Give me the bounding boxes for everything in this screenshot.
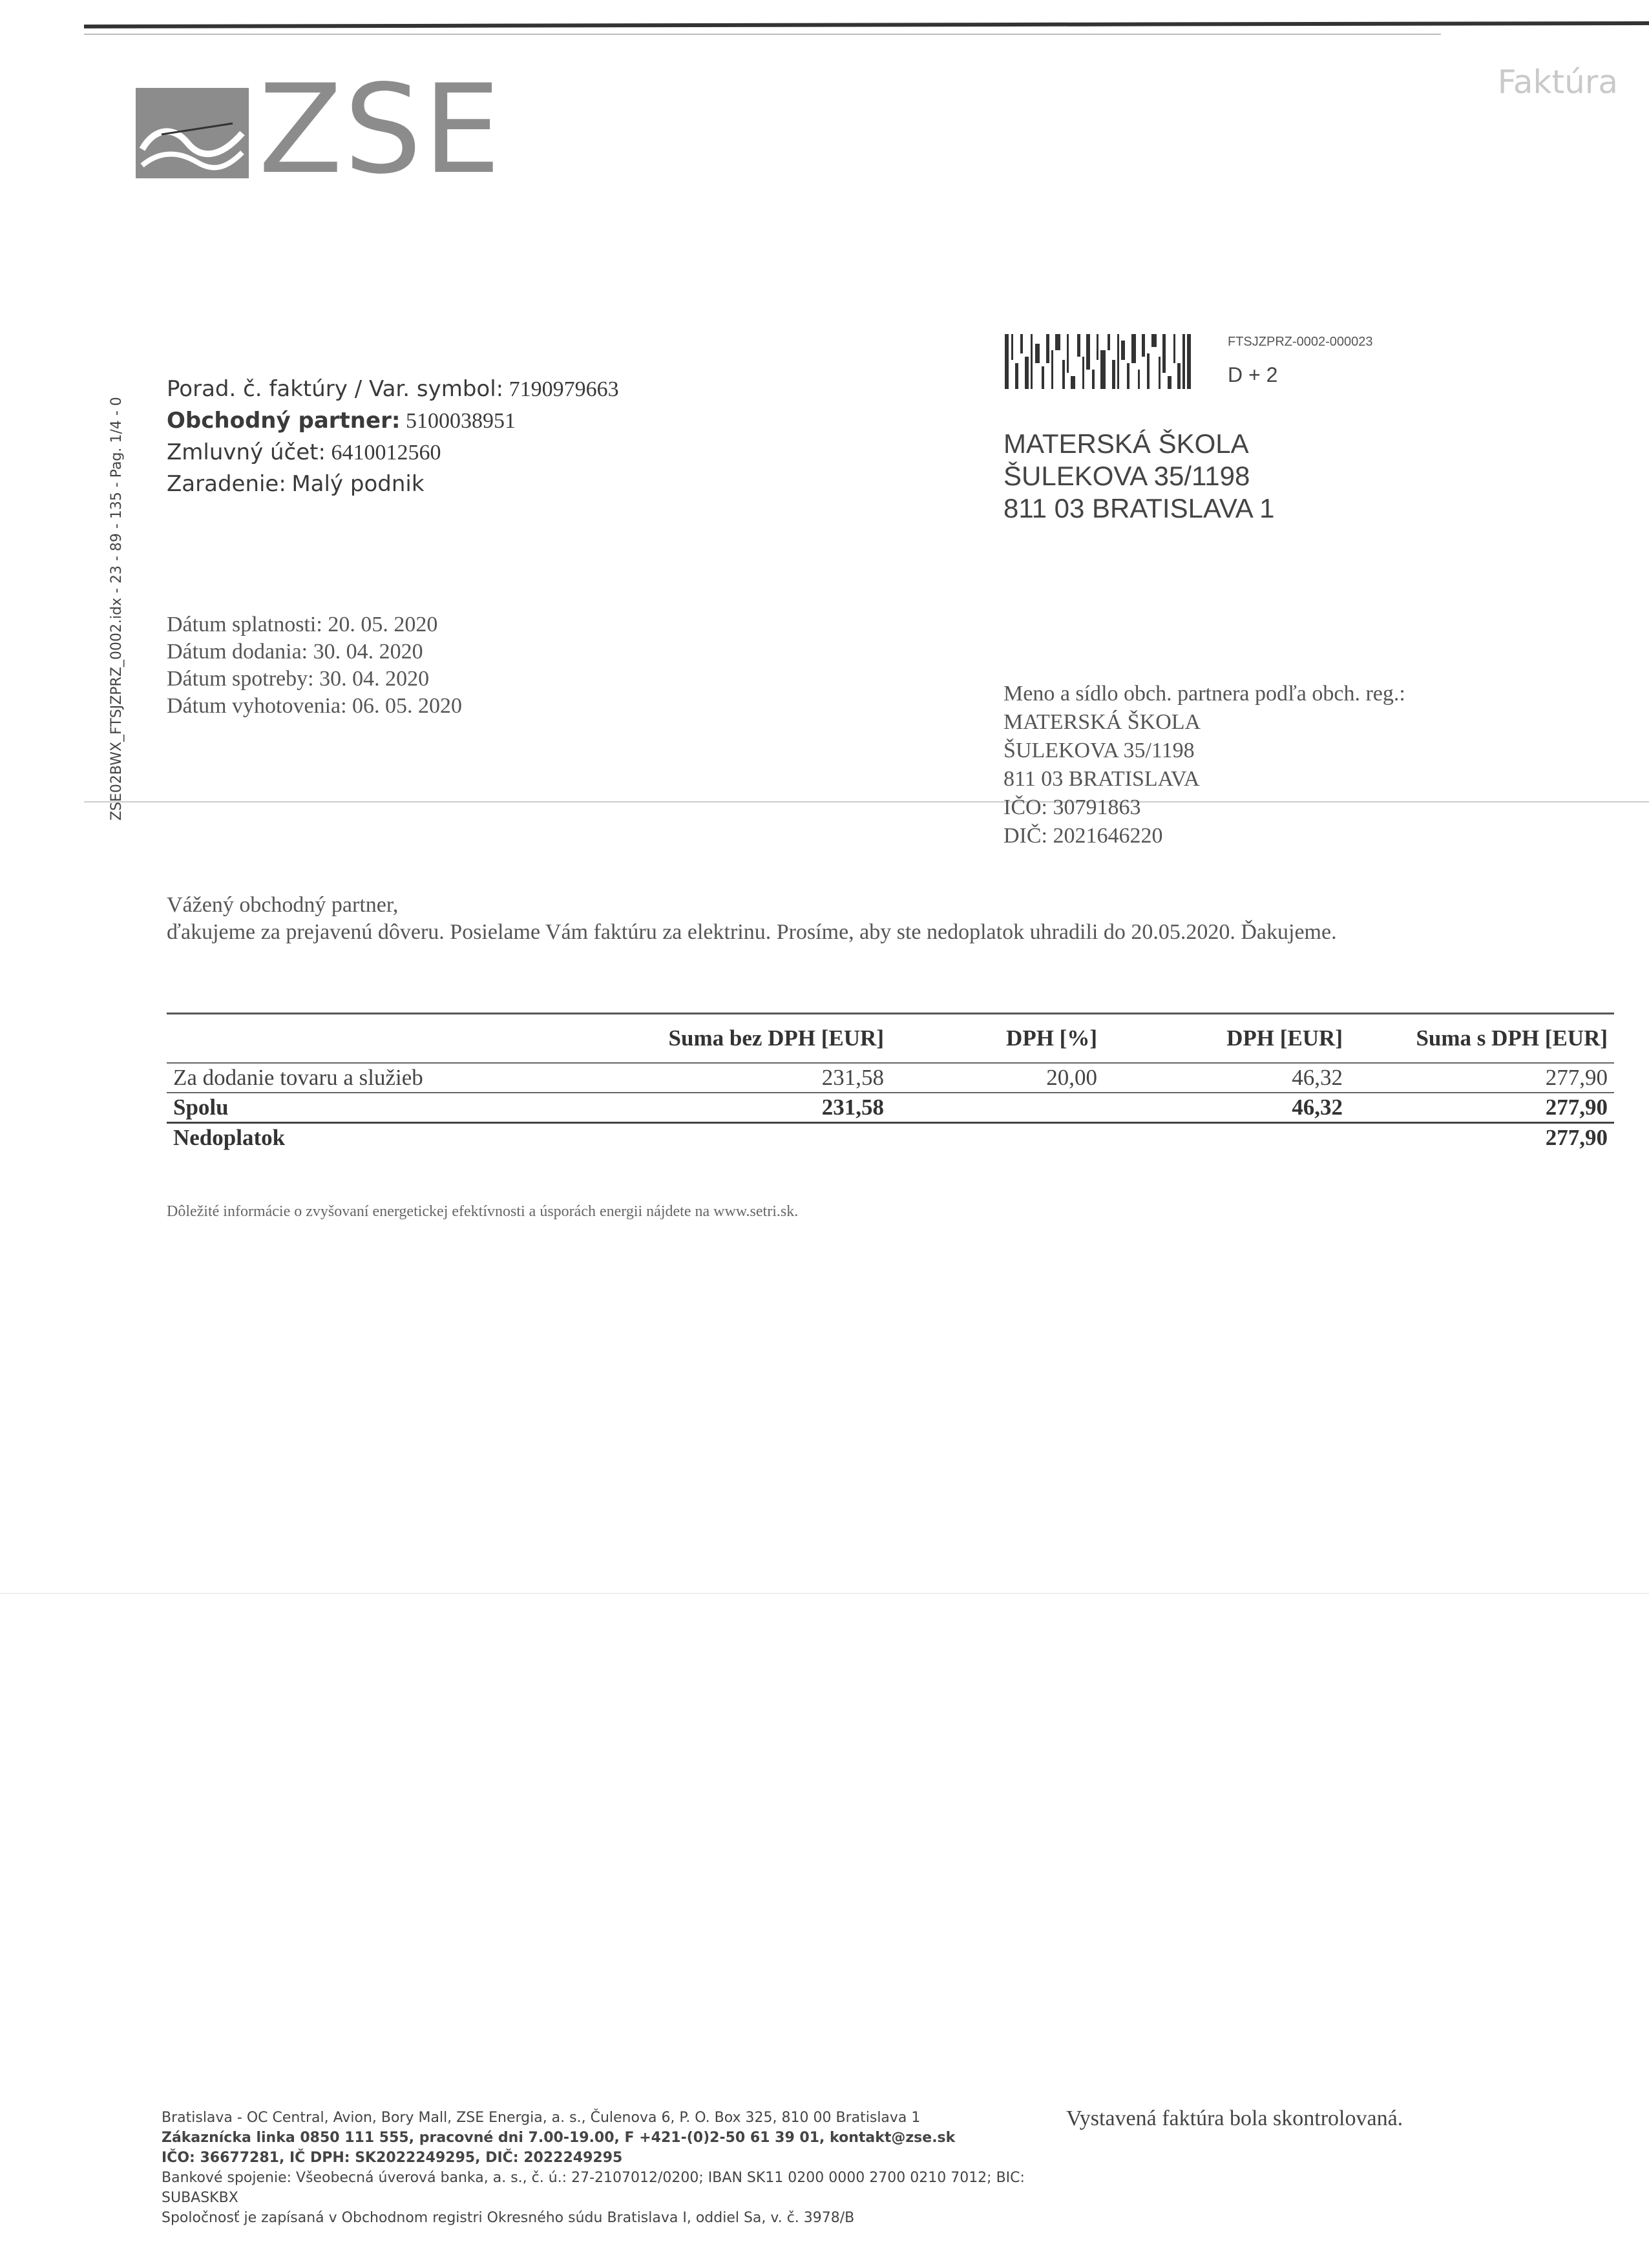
invoice-number-value: 7190979663: [509, 377, 619, 401]
invoice-number-line: [167, 373, 619, 405]
row-vat-rate: 20,00: [890, 1063, 1104, 1093]
efficiency-note: Dôležité informácie o zvyšovaní energetickej efektívnosti a úsporách energii nájdete na www.setri.sk.: [167, 1203, 799, 1220]
account-line: [167, 437, 619, 468]
footer-bic: SUBASKBX: [162, 2190, 238, 2206]
greeting-message: ďakujeme za prejavenú dôveru. Posielame Vám faktúru za elektrinu. Prosíme, aby ste nedoplatok uhradili do 20.05.2020. Ďakujeme.: [167, 920, 1337, 944]
category-line: [167, 468, 619, 500]
invoice-checked-note: Vystavená faktúra bola skontrolovaná.: [1066, 2106, 1403, 2130]
row-gross: 277,90: [1349, 1093, 1614, 1123]
postal-barcode-icon: [1005, 331, 1192, 392]
table-header-row: [167, 1014, 1614, 1063]
row-net: 231,58: [567, 1093, 890, 1123]
greeting-block: [167, 892, 1337, 946]
partner-label: Obchodný partner:: [167, 408, 401, 434]
registered-partner-line: 811 03 BRATISLAVA: [1003, 767, 1200, 791]
table-header-blank: [167, 1014, 567, 1063]
scan-fold-line-lower: [0, 1593, 1649, 1594]
invoice-identifiers: [167, 373, 619, 500]
registered-partner-title: Meno a sídlo obch. partnera podľa obch. reg.:: [1003, 682, 1405, 706]
address-line: ŠULEKOVA 35/1198: [1003, 461, 1250, 491]
delivery-code: D + 2: [1228, 363, 1278, 386]
account-value: 6410012560: [331, 441, 441, 465]
scan-top-rule-thin: [84, 34, 1441, 35]
partner-value: 5100038951: [405, 409, 516, 433]
side-print-code: ZSE02BWX_FTSJZPRZ_0002.idx - 23 - 89 - 135 - Pag. 1/4 - 0: [109, 397, 125, 821]
company-footer: [162, 2108, 1066, 2228]
footer-address: Bratislava - OC Central, Avion, Bory Mall, ZSE Energia, a. s., Čulenova 6, P. O. Box 325, 810 00 Bratislava 1: [162, 2110, 921, 2126]
row-vat: [1104, 1123, 1349, 1153]
table-header-net: Suma bez DPH [EUR]: [567, 1014, 890, 1063]
row-vat-rate: [890, 1123, 1104, 1153]
amounts-table: [167, 1014, 1614, 1152]
category-label: Zaradenie:: [167, 471, 286, 497]
consumption-date: Dátum spotreby: 30. 04. 2020: [167, 667, 430, 691]
mailing-ref-code: FTSJZPRZ-0002-000023: [1228, 335, 1373, 349]
zse-logo-text: ZSE: [258, 58, 502, 201]
footer-registry: Spoločnosť je zapísaná v Obchodnom registri Okresného súdu Bratislava I, oddiel Sa, v. č. 3978/B: [162, 2210, 855, 2226]
row-net: [567, 1123, 890, 1153]
salutation: Vážený obchodný partner,: [167, 893, 399, 917]
table-row-arrears: [167, 1123, 1614, 1153]
invoice-dates: [167, 611, 462, 720]
row-gross: 277,90: [1349, 1063, 1614, 1093]
table-row-total: [167, 1093, 1614, 1123]
scan-fold-line: [84, 801, 1649, 803]
address-line: MATERSKÁ ŠKOLA: [1003, 428, 1249, 459]
row-gross: 277,90: [1545, 1125, 1608, 1150]
table-header-vat-rate: DPH [%]: [890, 1014, 1104, 1063]
row-label: Nedoplatok: [173, 1125, 286, 1150]
registered-partner-line: ŠULEKOVA 35/1198: [1003, 739, 1195, 762]
due-date: Dátum splatnosti: 20. 05. 2020: [167, 613, 438, 636]
partner-line: [167, 405, 619, 437]
issue-date: Dátum vyhotovenia: 06. 05. 2020: [167, 694, 463, 718]
category-value: Malý podnik: [291, 471, 425, 497]
table-header-vat: DPH [EUR]: [1104, 1014, 1349, 1063]
zse-logo: [136, 58, 502, 201]
row-label: Za dodanie tovaru a služieb: [167, 1063, 567, 1093]
row-vat: 46,32: [1104, 1093, 1349, 1123]
registered-partner-block: [1003, 680, 1405, 850]
mailing-address: [1003, 428, 1274, 525]
row-label: Spolu: [167, 1093, 567, 1123]
table-header-gross: Suma s DPH [EUR]: [1349, 1014, 1614, 1063]
zse-logo-mark-icon: [136, 88, 249, 178]
registered-partner-line: MATERSKÁ ŠKOLA: [1003, 710, 1201, 734]
invoice-number-label: Porad. č. faktúry / Var. symbol:: [167, 376, 504, 402]
delivery-date: Dátum dodania: 30. 04. 2020: [167, 640, 423, 664]
scan-top-rule: [84, 21, 1649, 28]
row-net: 231,58: [567, 1063, 890, 1093]
footer-bank: Bankové spojenie: Všeobecná úverová banka, a. s., č. ú.: 27-2107012/0200; IBAN SK11 0200 0000 2700 0210 7012; BIC:: [162, 2170, 1025, 2186]
footer-tax-ids: IČO: 36677281, IČ DPH: SK2022249295, DIČ: 2022249295: [162, 2150, 623, 2166]
row-vat: 46,32: [1104, 1063, 1349, 1093]
row-vat-rate: [890, 1093, 1104, 1123]
registered-partner-dic: DIČ: 2021646220: [1003, 824, 1163, 848]
document-title: Faktúra: [1497, 63, 1618, 101]
address-line: 811 03 BRATISLAVA 1: [1003, 493, 1275, 523]
table-row: [167, 1063, 1614, 1093]
registered-partner-ico: IČO: 30791863: [1003, 795, 1141, 819]
footer-hotline: Zákaznícka linka 0850 111 555, pracovné dni 7.00-19.00, F +421-(0)2-50 61 39 01, kontakt@zse.sk: [162, 2130, 956, 2146]
account-label: Zmluvný účet:: [167, 439, 326, 465]
